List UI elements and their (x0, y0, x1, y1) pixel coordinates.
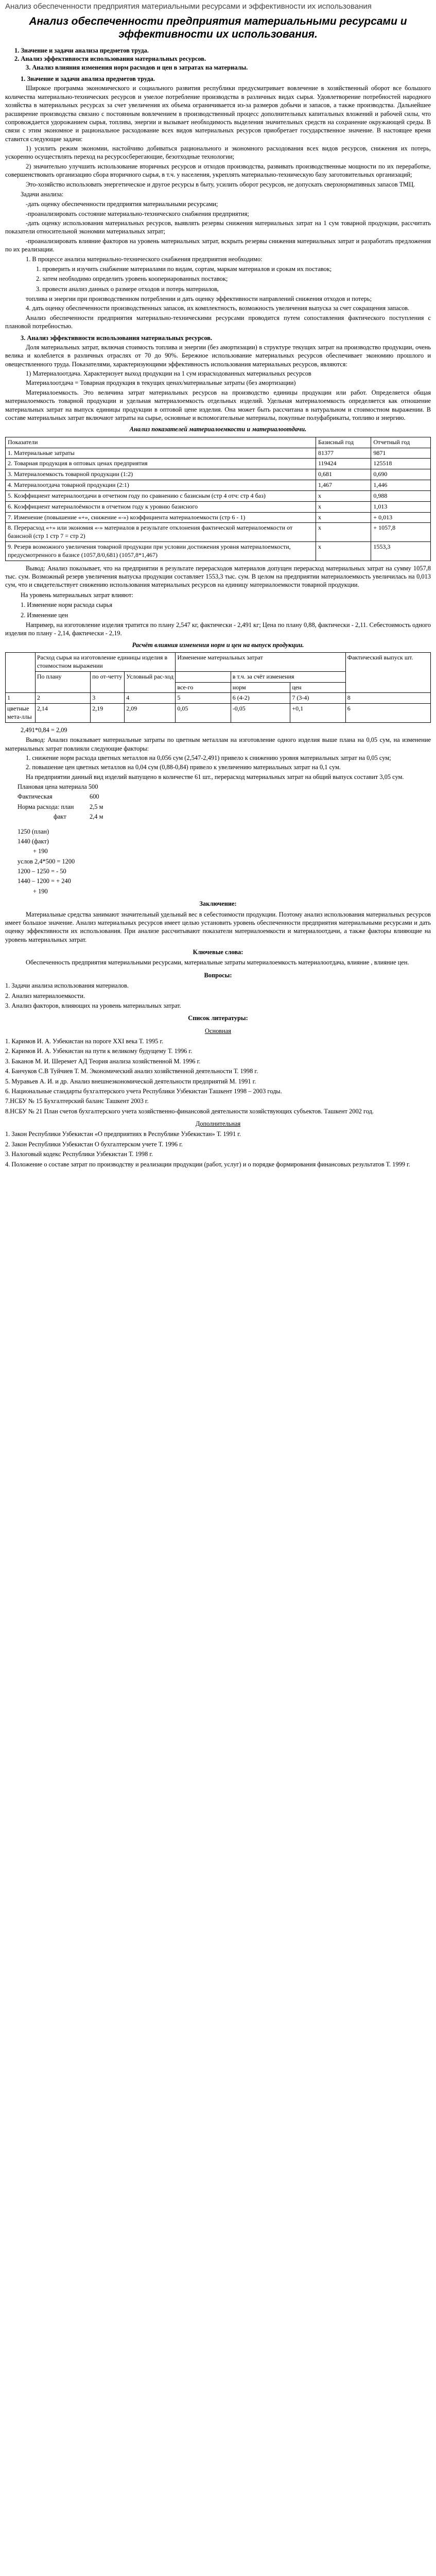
table-cell: 1,467 (316, 480, 371, 491)
table-cell: цветные мета-ллы (6, 704, 36, 723)
table-cell: 3. Материалоемкость товарной продукции (1:2) (6, 469, 316, 480)
questions-heading: Вопросы: (204, 971, 232, 979)
plan-item: 2. Анализ эффективности использования материальных ресурсов. (14, 55, 206, 63)
paragraph: Вывод: Анализ показывает материальные затраты по цветным металлам на изготовление одного изделия выше плана на 0,05 сум, на изменение материальных затрат повлияли следующие факторы: (5, 736, 431, 752)
table-cell: + 1057,8 (371, 523, 431, 542)
references-main-heading: Основная (205, 1027, 231, 1035)
paragraph: Материалоемкость. Это величина затрат материальных ресурсов на производство единицы продукции или работ. Определяется общая материалоемкость товарной продукции и удельная материалоемкость отдельных изделий. Удельная материалоемкость определяется как отношение материальных затрат на выпуск единицы продукции в оптовой цене изделия. Она может быть рассчитана в натуральном и стоимостном выражении. В составе материальных затрат включают затраты на сырье, основные и вспомогательные материалы, покупные полуфабрикаты, топливо и энергию. (5, 388, 431, 421)
list-item: 4. Банчуков С.В Туйчиев Т. М. Экономический анализ хозяйственной деятельности Т. 1998 г. (5, 1067, 258, 1075)
paragraph: 2) значительно улучшить использование вторичных ресурсов и отходов производства, развивать производственные мощности по их переработке, совершенствовать организацию сбора вторичного сырья, в т.ч. у населения, укреплять материально-техническую базу заготовительных организаций; (5, 162, 431, 179)
table-header-row (6, 437, 431, 448)
column-header: Отчетный год (371, 437, 431, 448)
keywords-heading: Ключевые слова: (193, 948, 243, 956)
table-cell: 125518 (371, 459, 431, 469)
calc-line: + 190 (33, 887, 48, 895)
column-header: по от-четту (91, 671, 125, 693)
table-row (6, 704, 431, 723)
paragraph: Это-хозяйство использовать энергетическое и другое ресурсы в быту, усилить оборот ресурсов, не допускать сверхнормативных запасов ТМЦ. (26, 180, 415, 188)
table-cell: 0,05 (176, 704, 231, 723)
table-cell: 3 (91, 693, 125, 704)
calc-line: 1440 (факт) (18, 837, 49, 845)
calc-value: 600 (90, 793, 99, 801)
table-cell: 2,09 (125, 704, 176, 723)
list-item: 6. Национальные стандарты бухгалтерского учета Республики Узбекистан Ташкент 1998 – 2003 годы. (5, 1087, 282, 1095)
task-item: -дать оценку использования материальных ресурсов, выявлять резервы снижения материальных затрат на 1 сум товарной продукции, рассчитать показатели относительной экономии материальных затрат; (5, 219, 431, 235)
table-caption: Анализ показателей материалоемкости и материалоотдачи. (129, 426, 307, 433)
list-item: 1. Задачи анализа использования материалов. (5, 982, 129, 990)
table-cell: 8. Перерасход «+» или экономия «-» материалов в результате отклонения фактической материалоемкости от базисной (стр 1 стр 7 = стр 2) (6, 523, 316, 542)
table-cell: 6 (345, 704, 430, 723)
column-header: в т.ч. за счёт изменения (231, 671, 345, 682)
list-item: 1. проверить и изучить снабжение материалами по видам, сортам, маркам материалов и срокам их поставок; (36, 265, 332, 273)
calc-line: 1200 – 1250 = - 50 (18, 868, 66, 875)
list-item: 2. Закон Республики Узбекистан О бухгалтерском учете Т. 1996 г. (5, 1140, 183, 1148)
list-item: 1. Закон Республики Узбекистан «О предприятиях в Республике Узбекистан» Т. 1991 г. (5, 1130, 241, 1138)
table-row (6, 490, 431, 501)
table-cell: х (316, 523, 371, 542)
table-cell: 6. Коэффициент материалоёмкости в отчетном году к уровню базисного (6, 501, 316, 512)
list-item: 2. затем необходимо определить уровень коопериарованных поставок; (36, 275, 228, 283)
paragraph: Доля материальных затрат, включая стоимость топлива и энергии (без амортизации) в структуре текущих затрат на производство продукции, очень велика и колеблется в различных отраслях от 70 до 90%. Бережное использование материальных ресурсов обеспечивает экономию прошлого и овеществленного труда. Показателями, характеризующими эффективность использования материальных ресурсов, являются: (5, 343, 431, 368)
paragraph: Широкое программа экономического и социального развития республики предусматривает вовлечение в хозяйственный оборот все большого количества материально-технических ресурсов и умелое потребление производства в различных видах сырья. Удовлетворение потребностей народного хозяйства в материальных ресурсах за счет увеличения их объема ограничивается из-за размеров добычи и запасов, а также производства. Дальнейшее расширение производства связано с постоянным вовлечением в производственный процесс дополнительных капитальных вложений и рабочей силы, что сопровождается удорожанием сырья, топлива, энергии и вызывает необходимость выделения значительных средств на сохранение окружающей среды. В связи с этим экономное и рациональное расходование всех видов материальных ресурсов приобретает государственное значение. В настоящее время ставится следующие задачи: (5, 84, 431, 143)
column-header: По плану (35, 671, 90, 693)
list-item: 3. Баканов М. И. Шеремет АД Теория анализа хозяйственной М. 1996 г. (5, 1057, 201, 1065)
table-cell: 4. Материалоотдача товарной продукции (2:1) (6, 480, 316, 491)
table-cell: 7 (3-4) (290, 693, 345, 704)
conclusion-heading: Заключение: (199, 900, 237, 908)
calculation-heading: Плановая цена материала 500 (18, 783, 98, 791)
column-header: Фактический выпуск шт. (345, 653, 430, 693)
list-item: 7.НСБУ № 15 Бухгалтерский баланс Ташкент 2003 г. (5, 1097, 149, 1105)
table-cell: 2. Товарная продукция в оптовых ценах предприятия (6, 459, 316, 469)
formula-text: 2,491*0,84 = 2,09 (21, 726, 67, 734)
table-caption: Расчёт влияния изменения норм и цен на выпуск продукции. (132, 641, 304, 649)
calculation-row (18, 803, 431, 811)
table-cell: 2 (35, 693, 90, 704)
task-item: -дать оценку обеспеченности предприятия материальными ресурсами; (26, 200, 218, 208)
table-cell: 8 (345, 693, 430, 704)
column-header: Показатели (6, 437, 316, 448)
list-item: 3. Анализ факторов, влияющих на уровень материальных затрат. (5, 1002, 182, 1009)
table-cell: 7. Изменение (повышение «+», снижение «-») коэффициента материалоемкости (стр 6 - 1) (6, 512, 316, 523)
table-cell: +0,1 (290, 704, 345, 723)
questions-list (5, 981, 431, 1010)
table-row (6, 448, 431, 459)
list-item: 4. Положение о составе затрат по производству и реализации продукции (работ, услуг) и о порядке формирования финансовых результатов Т. 1999 г. (5, 1160, 410, 1168)
calc-value: 2,5 м (90, 803, 103, 810)
paragraph: 1) усилить режим экономии, настойчиво добиваться рационального и экономного расходования всех видов ресурсов, снижения их потерь, ускоренно осуществлять переход на ресурсосберегающие, безотходные технологии; (5, 145, 431, 161)
table-row (6, 512, 431, 523)
table-row (6, 501, 431, 512)
column-header: все-го (176, 682, 231, 693)
column-header: норм (231, 682, 290, 693)
table-cell: 1. Материальные затраты (6, 448, 316, 459)
column-header: Условный рас-ход (125, 671, 176, 693)
table-cell: 2,19 (91, 704, 125, 723)
table-row (6, 523, 431, 542)
column-header: цен (290, 682, 345, 693)
table-cell: 0,988 (371, 490, 431, 501)
calculation-block (5, 783, 431, 895)
paragraph: Анализ обеспеченности предприятия материально-техническими ресурсами проводится путем сопоставления фактического поступления с плановой потребностью. (5, 314, 431, 330)
table-cell (6, 653, 36, 693)
list-item: 1. снижение норм расхода цветных металлов на 0,056 сум (2,547-2,491) привело к снижению уровня материальных затрат на 0,05 сум; (26, 754, 391, 761)
document-title: Анализ обеспеченности предприятия материальными ресурсами и эффективности их использования. (29, 15, 407, 41)
table-header-row (6, 653, 431, 672)
formula-text: Материалоотдача = Товарная продукция в текущих ценах/материальные затраты (без амортизации) (26, 379, 296, 387)
table-row (6, 459, 431, 469)
table-cell: х (316, 490, 371, 501)
plan-list (5, 46, 431, 72)
list-item: 4. дать оценку обеспеченности производственных запасов, их комплектность, возможность увеличения выпуска за счет сокращения запасов. (26, 304, 410, 312)
table-cell: х (316, 542, 371, 561)
table-cell: + 0,013 (371, 512, 431, 523)
list-item: 1. Каримов И. А. Узбекистан на пороге XXI века Т. 1995 г. (5, 1038, 164, 1045)
list-item: 8.НСБУ № 21 План счетов бухгалтерского учета хозяйственно-финансовой деятельности хозяйствующих субъектов. Ташкент 2002 год. (5, 1107, 374, 1115)
norms-prices-table (5, 652, 431, 723)
list-item: 1. Изменение норм расхода сырья (21, 601, 113, 609)
plan-item: 3. Анализ влияния изменения норм расходов и цен в затратах на материалы. (26, 63, 248, 71)
calculation-row (18, 812, 431, 821)
table-cell: 81377 (316, 448, 371, 459)
paragraph: Например, на изготовление изделия тратится по плану 2,547 кг, фактически - 2,491 кг; Цена по плану 0,88, фактически - 2,11. Себестоимость одного изделия по плану - 2,14, фактически - 2,19. (5, 621, 431, 637)
calc-value: 2,4 м (90, 813, 103, 821)
table-row (6, 469, 431, 480)
table-cell: 9871 (371, 448, 431, 459)
paragraph: 1) Материалоотдача. Характеризует выход продукции на 1 сум израсходованных материальных ресурсов (26, 370, 311, 378)
paragraph: На предприятии данный вид изделий выпущено в количестве 61 шт., перерасход материальных затрат на общий выпуск составит 3,05 сум. (26, 773, 404, 781)
list-item: 2. повышение цен цветных металлов на 0,04 сум (0,88-0,84) привело к увеличению материальных затрат на 0,1 сум. (26, 764, 341, 771)
list-item: 3. провести анализ данных о размере отходов и потерь материалов, (36, 285, 219, 293)
paragraph: 1. В процессе анализа материально-технического снабжения предприятия необходимо: (26, 255, 263, 263)
table-cell: -0,05 (231, 704, 290, 723)
table-cell: 4 (125, 693, 176, 704)
calc-line: услов 2,4*500 = 1200 (18, 857, 75, 865)
table-row (6, 693, 431, 704)
paragraph: На уровень материальных затрат влияют: (21, 591, 133, 599)
table-cell: х (316, 512, 371, 523)
calc-label: Фактическая (18, 793, 53, 801)
table-cell: 6 (4-2) (231, 693, 290, 704)
column-header: Изменение материальных затрат (176, 653, 345, 672)
table-cell (176, 671, 231, 682)
calc-line: 1440 – 1200 = + 240 (18, 877, 71, 885)
table-cell: х (316, 501, 371, 512)
document-header: Анализ обеспеченности предприятия материальными ресурсами и эффективности их использования (5, 2, 372, 11)
list-item: 2. Изменение цен (21, 611, 68, 619)
section-heading: 3. Анализ эффективности использования материальных ресурсов. (21, 334, 213, 342)
list-item: 2. Анализ материалоемкости. (5, 992, 85, 999)
references-additional-list (5, 1130, 431, 1168)
calc-line: + 190 (33, 848, 48, 855)
table-cell: 5. Коэффициент материалоотдачи в отчетном году по сравнению с базисным (стр 4 отч: стр 4 баз) (6, 490, 316, 501)
list-item: 3. Налоговый кодекс Республики Узбекистан Т. 1998 г. (5, 1150, 153, 1158)
references-additional-heading: Дополнительная (195, 1120, 241, 1128)
table-cell: 0,681 (316, 469, 371, 480)
column-header: Базисный год (316, 437, 371, 448)
task-item: -проанализировать состояние материально-технического снабжения предприятия; (26, 210, 249, 217)
section-heading: 1. Значение и задачи анализа предметов труда. (21, 75, 155, 83)
calc-line: 1250 (план) (18, 827, 49, 835)
table-row (6, 542, 431, 561)
table-cell: 1,013 (371, 501, 431, 512)
table-cell: 1 (6, 693, 36, 704)
table-cell: 9. Резерв возможного увеличения товарной продукции при условии достижения уровня материалоемкости, предусмотренного в базисе (1057,8/0,681) (1057,8*1,467) (6, 542, 316, 561)
task-item: -проанализировать влияние факторов на уровень материальных затрат, вскрыть резервы снижения материальных затрат и разработать предложения по их реализации. (5, 237, 431, 253)
list-item: топлива и энергии при производственном потреблении и дать оценку эффективности направлений снижения отходов и потерь; (26, 295, 372, 303)
list-item: 2. Каримов И. А. Узбекистан на пути к великому будущему Т. 1996 г. (5, 1047, 193, 1055)
paragraph: Вывод: Анализ показывает, что на предприятии в результате перерасходов материалов допущен перерасход материальных затрат на сумму 1057,8 тыс. сум. Возможный резерв увеличения выпуска продукции составляет 1553,3 тыс. сум. В целом на предприятии материалоемкость увеличилась на 0,013 сум, что и свидетельствует снижению использования материальных ресурсов на единицу материалоемкости товарной продукции. (5, 564, 431, 589)
materials-indicators-table (5, 437, 431, 561)
table-cell: 119424 (316, 459, 371, 469)
table-cell: 0,690 (371, 469, 431, 480)
keywords-text: Обеспеченность предприятия материальными ресурсами, материальные затраты материалоемкость материалоотдача, влияние , влияние цен. (26, 959, 409, 967)
table-cell: 5 (176, 693, 231, 704)
references-main-list (5, 1037, 431, 1115)
references-heading: Список литературы: (188, 1014, 248, 1022)
table-cell: 2,14 (35, 704, 90, 723)
plan-item: 1. Значение и задачи анализа предметов труда. (14, 46, 149, 54)
table-cell: 1,446 (371, 480, 431, 491)
table-cell: 1553,3 (371, 542, 431, 561)
table-row (6, 480, 431, 491)
calc-label: Норма расхода: план (18, 803, 74, 810)
paragraph: Материальные средства занимают значительный удельный вес в себестоимости продукции. Поэтому анализ использования материальных ресурсов имеет большое значение. Анализ материальных ресурсов имеет целью установить уровень обеспеченности предприятия материальными ресурсами и дать оценку эффективности их использования. При анализе рассчитывают показатели материалоемкости и материалоотдачи, а также факторы влияющие на уровень материальных затрат. (5, 910, 431, 943)
calc-label: факт (54, 813, 66, 821)
column-header: Расход сырья на изготовление единицы изделия в стоимостном выражении (35, 653, 176, 672)
calculation-row (18, 792, 431, 801)
list-item: 5. Муравьев А. И. и др. Анализ внешнеэкономической деятельности предприятий М. 1991 г. (5, 1077, 256, 1085)
tasks-heading: Задачи анализа: (21, 190, 64, 198)
